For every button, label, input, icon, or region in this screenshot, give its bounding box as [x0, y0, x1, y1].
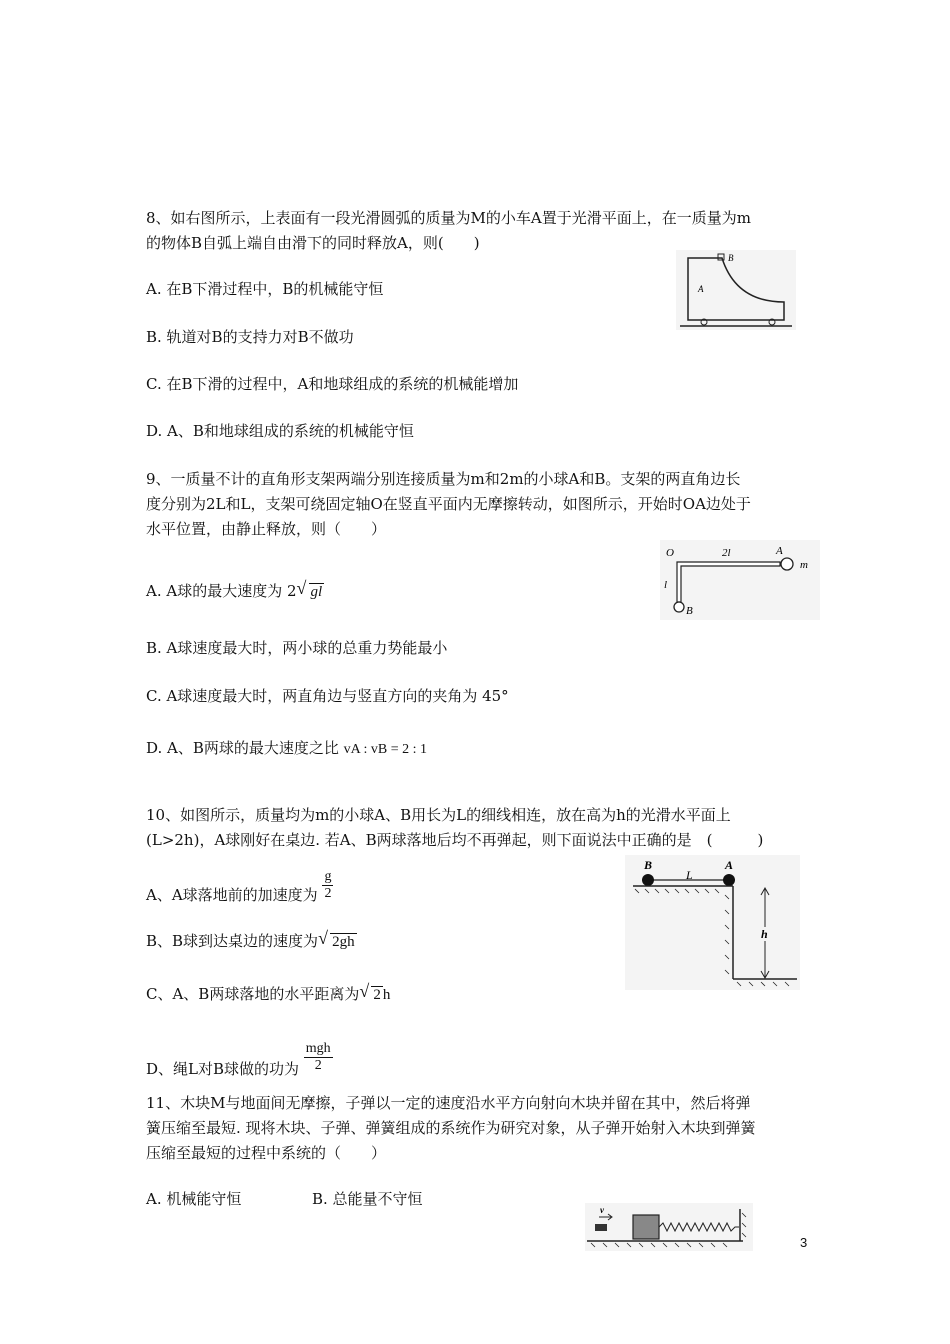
q9-frame-figure — [660, 540, 820, 620]
q9-fig-label-2l: 2l — [722, 547, 731, 559]
q10-option-b-radicand: 2gh — [332, 934, 355, 950]
q9-fig-label-b: B — [686, 605, 693, 617]
q10-option-a-den: 2 — [324, 886, 332, 901]
q9-option-a-text: A. A球的最大速度为 2 — [146, 582, 297, 600]
q8-fig-label-a: A — [698, 284, 704, 294]
q11-spring-figure — [585, 1203, 753, 1251]
q9-option-b: B. A球速度最大时，两小球的总重力势能最小 — [146, 639, 448, 657]
q10-option-c-radicand: 2 — [373, 987, 381, 1003]
q10-fig-label-h: h — [761, 927, 768, 941]
q11-stem-line3: 压缩至最短的过程中系统的（ ） — [146, 1144, 387, 1162]
q10-option-a-fraction — [322, 869, 333, 902]
q10-option-c-text: C、A、B两球落地的水平距离为 — [146, 985, 360, 1003]
q9-option-a-sqrt — [297, 581, 325, 603]
q10-option-d-text: D、绳L对B球做的功为 — [146, 1060, 300, 1078]
q9-fig-label-m: m — [800, 559, 808, 571]
q9-option-d-text: D. A、B两球的最大速度之比 — [146, 739, 339, 757]
q9-fig-label-a: A — [776, 545, 783, 557]
q8-fig-label-b: B — [728, 253, 734, 263]
q8-option-a: A. 在B下滑过程中，B的机械能守恒 — [146, 280, 384, 298]
q10-fig-label-a: A — [725, 858, 734, 872]
q10-option-d-num: mgh — [305, 1041, 331, 1056]
q11-stem-line2: 簧压缩至最短. 现将木块、子弹、弹簧组成的系统作为研究对象，从子弹开始射入木块到弹簧 — [146, 1119, 756, 1137]
q10-option-c — [146, 983, 390, 1006]
q8-stem-line1: 8、如右图所示，上表面有一段光滑圆弧的质量为M的小车A置于光滑平面上，在一质量为m — [146, 209, 751, 227]
q10-option-a-text: A、A球落地前的加速度为 — [146, 886, 318, 904]
q10-option-d-fraction — [304, 1041, 333, 1074]
q8-option-b: B. 轨道对B的支持力对B不做功 — [146, 328, 354, 346]
q10-fig-label-b: B — [644, 858, 653, 872]
q10-option-d-den: 2 — [314, 1058, 322, 1073]
q9-fig-label-l: l — [664, 579, 668, 591]
q9-option-a — [146, 580, 324, 603]
q9-stem-line1: 9、一质量不计的直角形支架两端分别连接质量为m和2m的小球A和B。支架的两直角边长 — [146, 470, 741, 488]
q9-option-d — [146, 737, 427, 761]
q10-stem-line1: 10、如图所示，质量均为m的小球A、B用长为L的细线相连，放在高为h的光滑水平面上 — [146, 806, 731, 824]
q10-option-b-text: B、B球到达桌边的速度为 — [146, 932, 319, 950]
q9-option-a-radicand: gl — [310, 584, 323, 600]
q9-stem-line3: 水平位置，由静止释放，则（ ） — [146, 520, 387, 538]
q8-option-d: D. A、B和地球组成的系统的机械能守恒 — [146, 422, 414, 440]
q9-option-d-ratio: vA : vB = 2 : 1 — [343, 742, 428, 757]
q11-stem-line1: 11、木块M与地面间无摩擦，子弹以一定的速度沿水平方向射向木块并留在其中，然后将弹 — [146, 1094, 751, 1112]
q11-fig-label-v: v — [600, 1205, 604, 1215]
q10-option-c-sqrt — [359, 984, 383, 1006]
q10-option-a — [146, 866, 333, 905]
q10-option-a-num: g — [324, 869, 332, 884]
q8-stem-line2: 的物体B自弧上端自由滑下的同时释放A，则( ) — [146, 234, 480, 252]
q10-option-c-after: h — [382, 987, 391, 1003]
q9-stem-line2: 度分别为2L和L，支架可绕固定轴O在竖直平面内无摩擦转动，如图所示，开始时OA边处于 — [146, 495, 751, 513]
page-number: 3 — [800, 1235, 808, 1250]
q10-fig-label-l: L — [686, 868, 693, 882]
q10-option-d — [146, 1036, 333, 1079]
q8-option-c: C. 在B下滑的过程中，A和地球组成的系统的机械能增加 — [146, 375, 519, 393]
q9-option-c: C. A球速度最大时，两直角边与竖直方向的夹角为 45° — [146, 687, 509, 705]
q8-cart-figure — [676, 250, 796, 330]
q10-stem-line2: (L>2h)，A球刚好在桌边. 若A、B两球落地后均不再弹起，则下面说法中正确的是 ( ) — [146, 831, 764, 849]
q10-option-b — [146, 930, 357, 953]
q11-option-a: A. 机械能守恒 — [146, 1190, 242, 1208]
q11-option-b: B. 总能量不守恒 — [312, 1190, 423, 1208]
q10-option-b-sqrt — [318, 931, 357, 953]
q10-table-figure — [625, 855, 800, 990]
q9-fig-label-o: O — [666, 547, 674, 559]
